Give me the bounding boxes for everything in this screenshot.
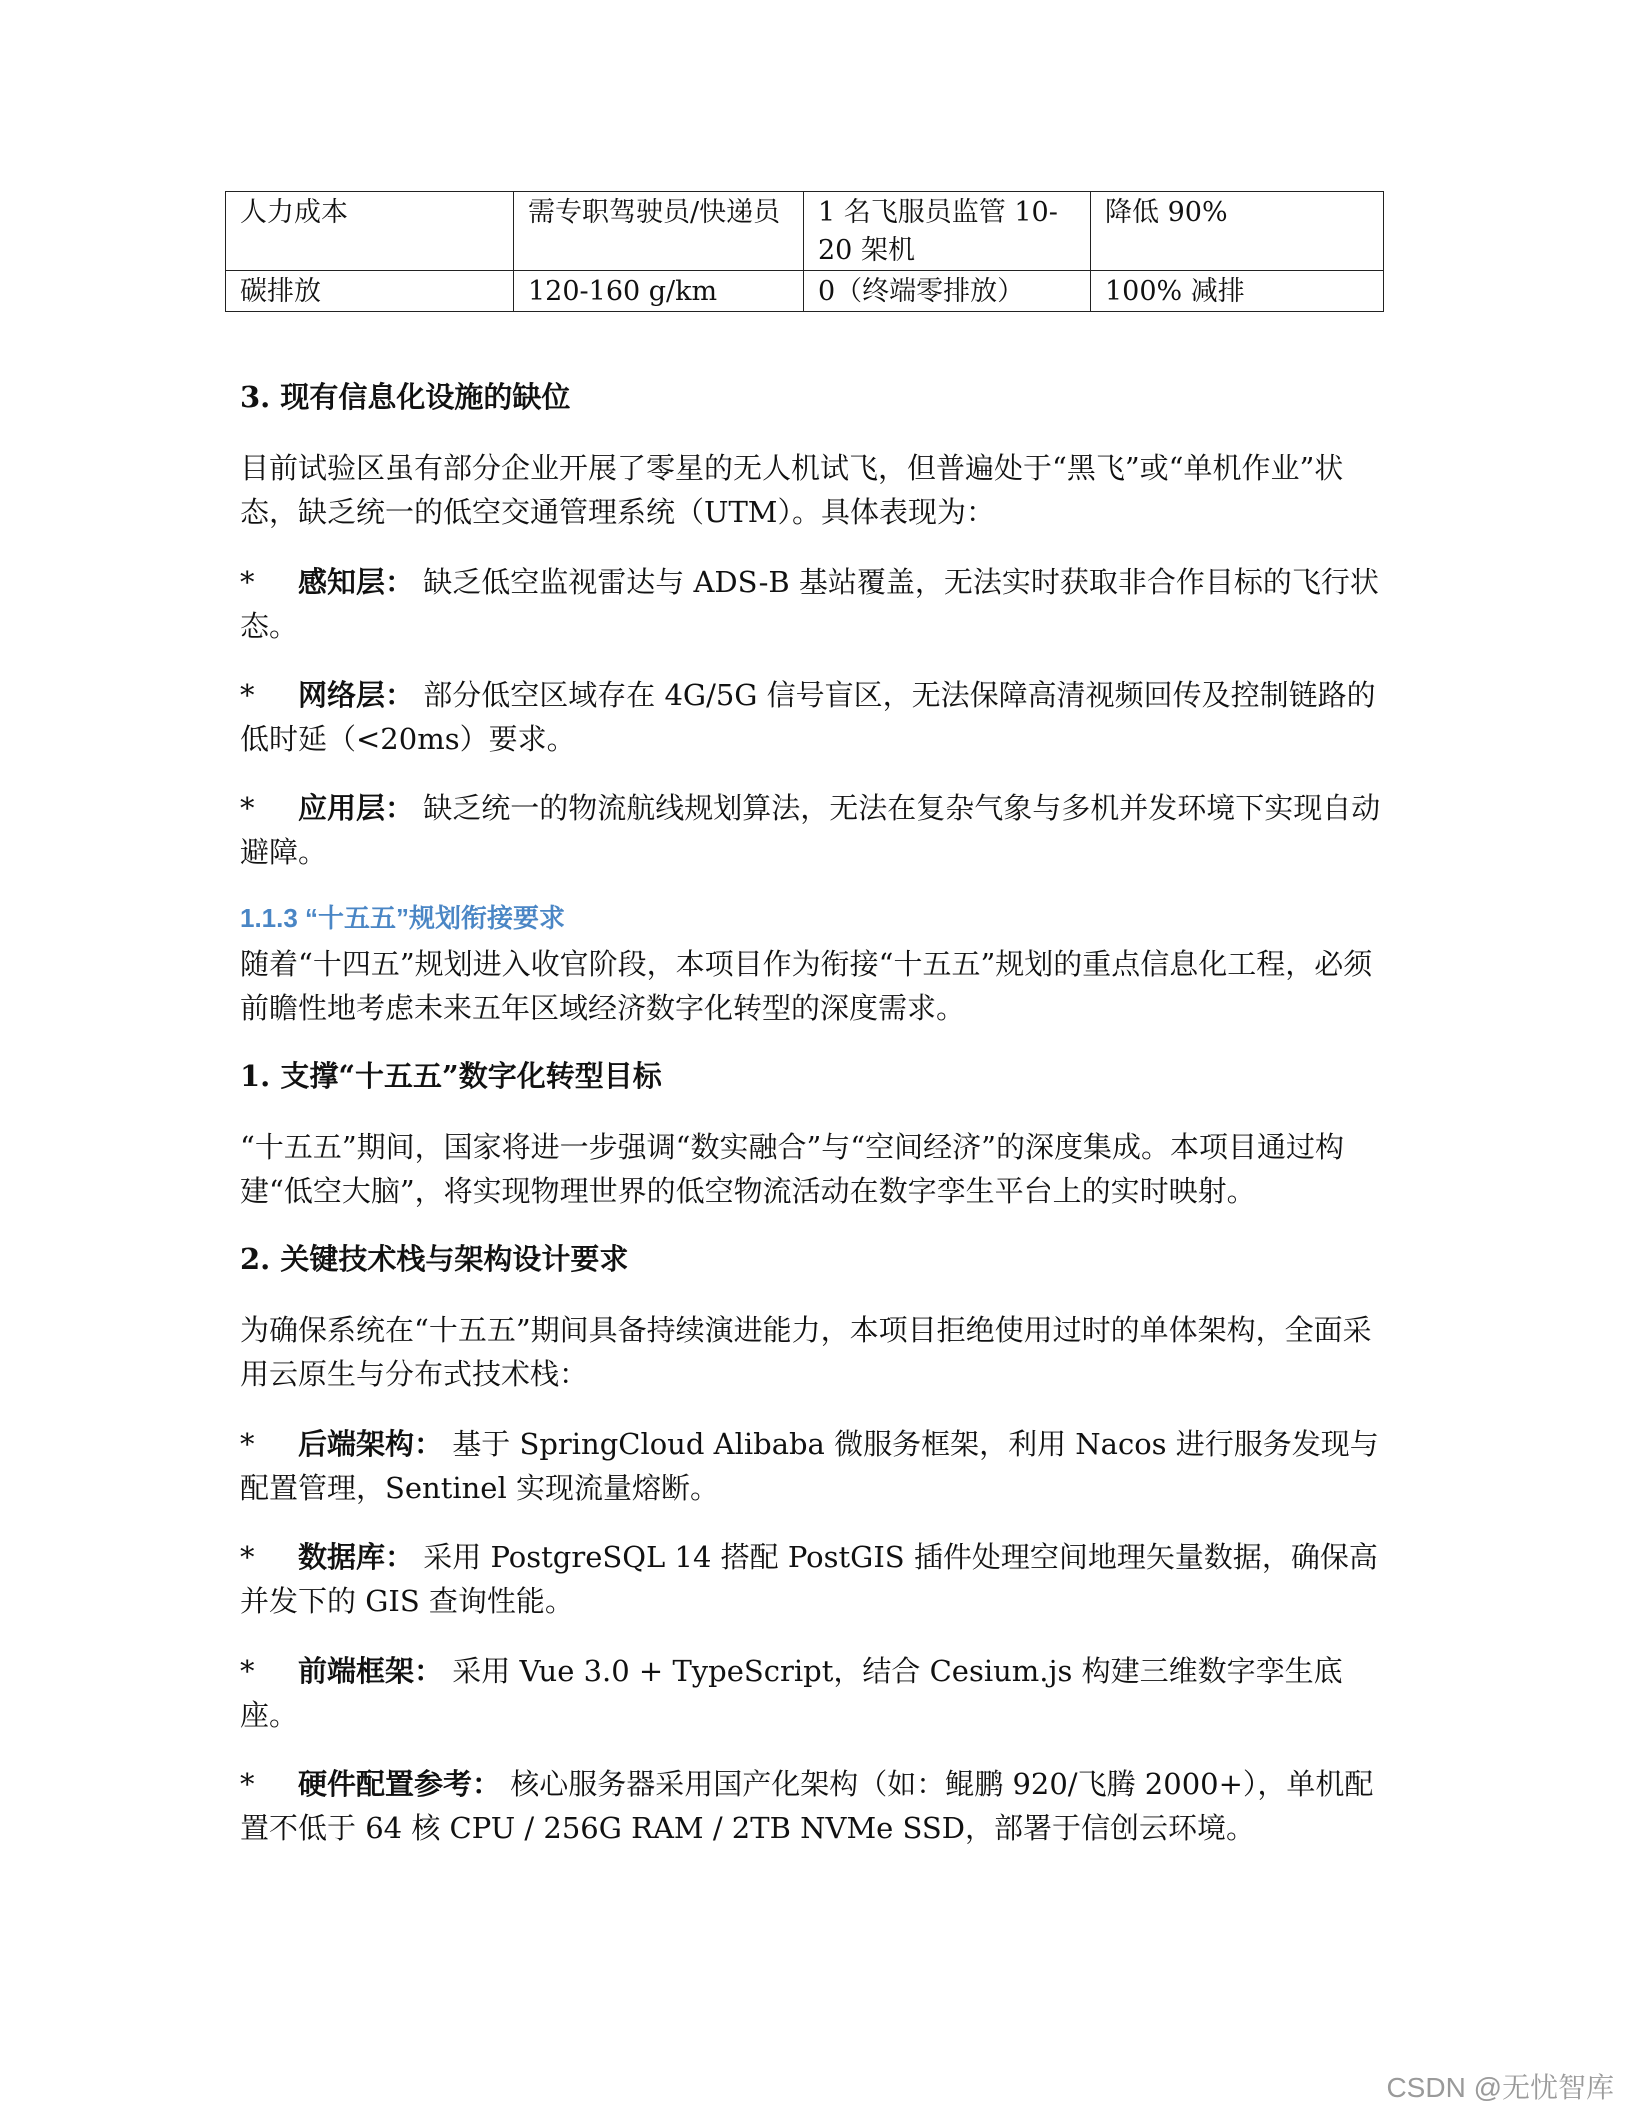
bullet-text: 采用 Vue 3.0 + TypeScript，结合 Cesium.js 构建三维数字孪生底座。 (240, 1654, 1343, 1732)
table-row (226, 271, 1384, 312)
bullet-star: * (240, 1540, 255, 1574)
section-3-heading: 3. 现有信息化设施的缺位 (240, 380, 571, 414)
table-cell: 降低 90% (1091, 192, 1384, 271)
bullet-title: 网络层： (298, 678, 415, 712)
bullet-application-layer (240, 786, 1400, 874)
section-1-1-3-intro: 随着“十四五”规划进入收官阶段，本项目作为衔接“十五五”规划的重点信息化工程，必须前瞻性地考虑未来五年区域经济数字化转型的深度需求。 (240, 947, 1373, 1025)
bullet-title: 感知层： (298, 565, 415, 599)
table-cell: 0（终端零排放） (804, 271, 1091, 312)
bullet-star: * (240, 565, 255, 599)
bullet-star: * (240, 1427, 255, 1461)
bullet-title: 应用层： (298, 791, 415, 825)
item-1-heading: 1. 支撑“十五五”数字化转型目标 (240, 1059, 662, 1093)
bullet-database (240, 1535, 1400, 1623)
section-1-1-3-heading: 1.1.3 “十五五”规划衔接要求 (240, 903, 566, 933)
table-cell: 需专职驾驶员/快递员 (514, 192, 804, 271)
bullet-title: 后端架构： (298, 1427, 444, 1461)
bullet-title: 数据库： (298, 1540, 415, 1574)
item-2-intro: 为确保系统在“十五五”期间具备持续演进能力，本项目拒绝使用过时的单体架构，全面采用云原生与分布式技术栈： (240, 1313, 1372, 1391)
table-cell: 1 名飞服员监管 10-20 架机 (804, 192, 1091, 271)
bullet-title: 前端框架： (298, 1654, 444, 1688)
bullet-frontend-framework (240, 1649, 1400, 1737)
bullet-star: * (240, 1767, 255, 1801)
bullet-text: 缺乏统一的物流航线规划算法，无法在复杂气象与多机并发环境下实现自动避障。 (240, 791, 1381, 869)
bullet-title: 硬件配置参考： (298, 1767, 502, 1801)
section-3-intro: 目前试验区虽有部分企业开展了零星的无人机试飞，但普遍处于“黑飞”或“单机作业”状态，缺乏统一的低空交通管理系统（UTM）。具体表现为： (240, 451, 1344, 529)
table-cell: 100% 减排 (1091, 271, 1384, 312)
table-cell: 120-160 g/km (514, 271, 804, 312)
bullet-text: 采用 PostgreSQL 14 搭配 PostGIS 插件处理空间地理矢量数据，确保高并发下的 GIS 查询性能。 (240, 1540, 1378, 1618)
item-1-text: “十五五”期间，国家将进一步强调“数实融合”与“空间经济”的深度集成。本项目通过构建“低空大脑”，将实现物理世界的低空物流活动在数字孪生平台上的实时映射。 (240, 1130, 1344, 1208)
table-row (226, 192, 1384, 271)
bullet-star: * (240, 791, 255, 825)
csdn-watermark: CSDN @无忧智库 (1386, 2072, 1614, 2103)
bullet-text: 缺乏低空监视雷达与 ADS-B 基站覆盖，无法实时获取非合作目标的飞行状态。 (240, 565, 1379, 643)
table-cell: 碳排放 (226, 271, 514, 312)
bullet-text: 核心服务器采用国产化架构（如：鲲鹏 920/飞腾 2000+），单机配置不低于 64 核 CPU / 256G RAM / 2TB NVMe SSD，部署于信创云环境。 (240, 1767, 1374, 1845)
comparison-table (225, 191, 1384, 312)
bullet-star: * (240, 678, 255, 712)
bullet-text: 部分低空区域存在 4G/5G 信号盲区，无法保障高清视频回传及控制链路的低时延（<20ms）要求。 (240, 678, 1376, 756)
bullet-star: * (240, 1654, 255, 1688)
bullet-network-layer (240, 673, 1400, 761)
bullet-backend-architecture (240, 1422, 1400, 1510)
table-cell: 人力成本 (226, 192, 514, 271)
bullet-text: 基于 SpringCloud Alibaba 微服务框架，利用 Nacos 进行服务发现与配置管理，Sentinel 实现流量熔断。 (240, 1427, 1379, 1505)
bullet-perception-layer (240, 560, 1400, 648)
item-2-heading: 2. 关键技术栈与架构设计要求 (240, 1242, 629, 1276)
bullet-hardware-config (240, 1762, 1400, 1850)
